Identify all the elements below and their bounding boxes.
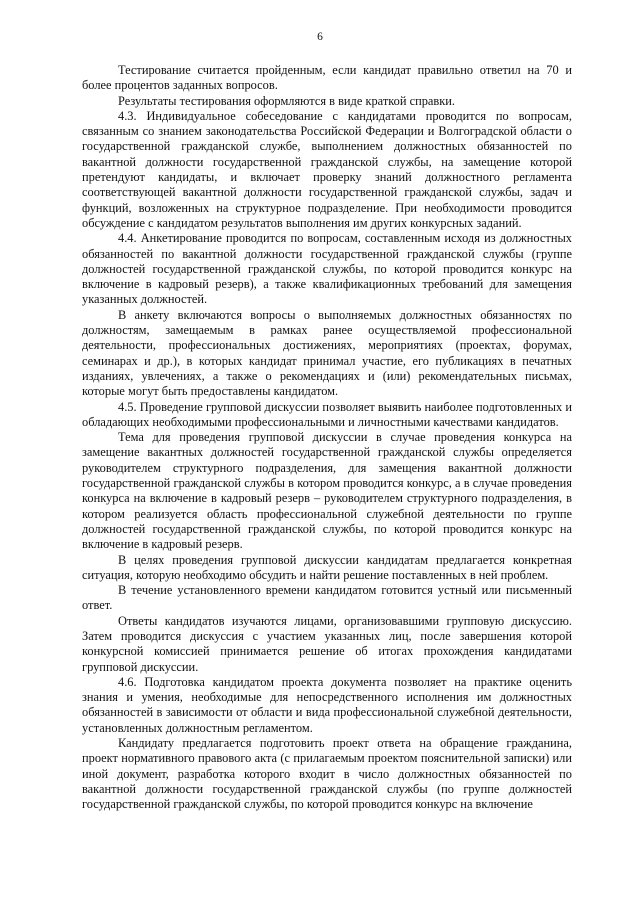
paragraph: В течение установленного времени кандидатом готовится устный или письменный ответ.: [82, 583, 572, 613]
paragraph: Ответы кандидатов изучаются лицами, организовавшими групповую дискуссию. Затем проводится дискуссия с участием указанных лиц, после завершения которой конкурсной комиссией принимается решение об итогах прохождения кандидатами групповой дискуссии.: [82, 613, 572, 674]
paragraph: 4.6. Подготовка кандидатом проекта документа позволяет на практике оценить знания и умения, необходимые для непосредственного исполнения им должностных обязанностей в зависимости от области и вида профессиональной служебной деятельности, установленных должностным регламентом.: [82, 674, 572, 735]
paragraph: В анкету включаются вопросы о выполняемых должностных обязанностях по должностям, замещаемым в рамках ранее осуществляемой профессиональной деятельности, профессиональных достижениях, мероприятиях (проектах, форумах, семинарах и др.), в которых кандидат принимал участие, его публикациях в печатных изданиях, увлечениях, а также о рекомендациях и (или) рекомендательных письмах, которые могут быть предоставлены кандидатом.: [82, 307, 572, 399]
page-number: 6: [317, 31, 323, 43]
paragraph: Тестирование считается пройденным, если кандидат правильно ответил на 70 и более процентов заданных вопросов.: [82, 63, 572, 93]
paragraph: В целях проведения групповой дискуссии кандидатам предлагается конкретная ситуация, которую необходимо обсудить и найти решение поставленных в ней проблем.: [82, 552, 572, 582]
paragraph: 4.3. Индивидуальное собеседование с кандидатами проводится по вопросам, связанным со знанием законодательства Российской Федерации и Волгоградской области о государственной гражданской службе, выполнением должностных обязанностей по вакантной должности государственной гражданской службы, на замещение которой претендуют кандидаты, и включает проверку знаний должностного регламента соответствующей вакантной должности государственной гражданской службы, задач и функций, возложенных на структурное подразделение. При необходимости проводится обсуждение с кандидатом результатов выполнения им других конкурсных заданий.: [82, 108, 572, 230]
paragraph: Тема для проведения групповой дискуссии в случае проведения конкурса на замещение вакантных должностей государственной гражданской службы определяется руководителем структурного подразделения, для замещения вакантной должности государственной гражданской службы в котором проводится конкурс, а в случае проведения конкурса на включение в кадровый резерв – руководителем структурного подразделения, в котором реализуется область профессиональной служебной деятельности по группе должностей государственной гражданской службы, по которой проводится конкурс на включение в кадровый резерв.: [82, 430, 572, 552]
document-body: [82, 63, 572, 813]
paragraph: Результаты тестирования оформляются в виде краткой справки.: [118, 93, 455, 108]
paragraph: 4.5. Проведение групповой дискуссии позволяет выявить наиболее подготовленных и обладающих необходимыми профессиональными и личностными качествами кандидатов.: [82, 399, 572, 429]
paragraph: Кандидату предлагается подготовить проект ответа на обращение гражданина, проект нормативного правового акта (с прилагаемым проектом пояснительной записки) или иной документ, разработка которого входит в число должностных обязанностей по вакантной должности государственной гражданской службы (по группе должностей государственной гражданской службы, по которой проводится конкурс на включение: [82, 736, 572, 812]
paragraph: 4.4. Анкетирование проводится по вопросам, составленным исходя из должностных обязанностей по вакантной должности государственной гражданской службы (группе должностей государственной гражданской службы, по которой проводится конкурс на включение в кадровый резерв), а также квалификационных требований для замещения указанных должностей.: [82, 231, 572, 307]
